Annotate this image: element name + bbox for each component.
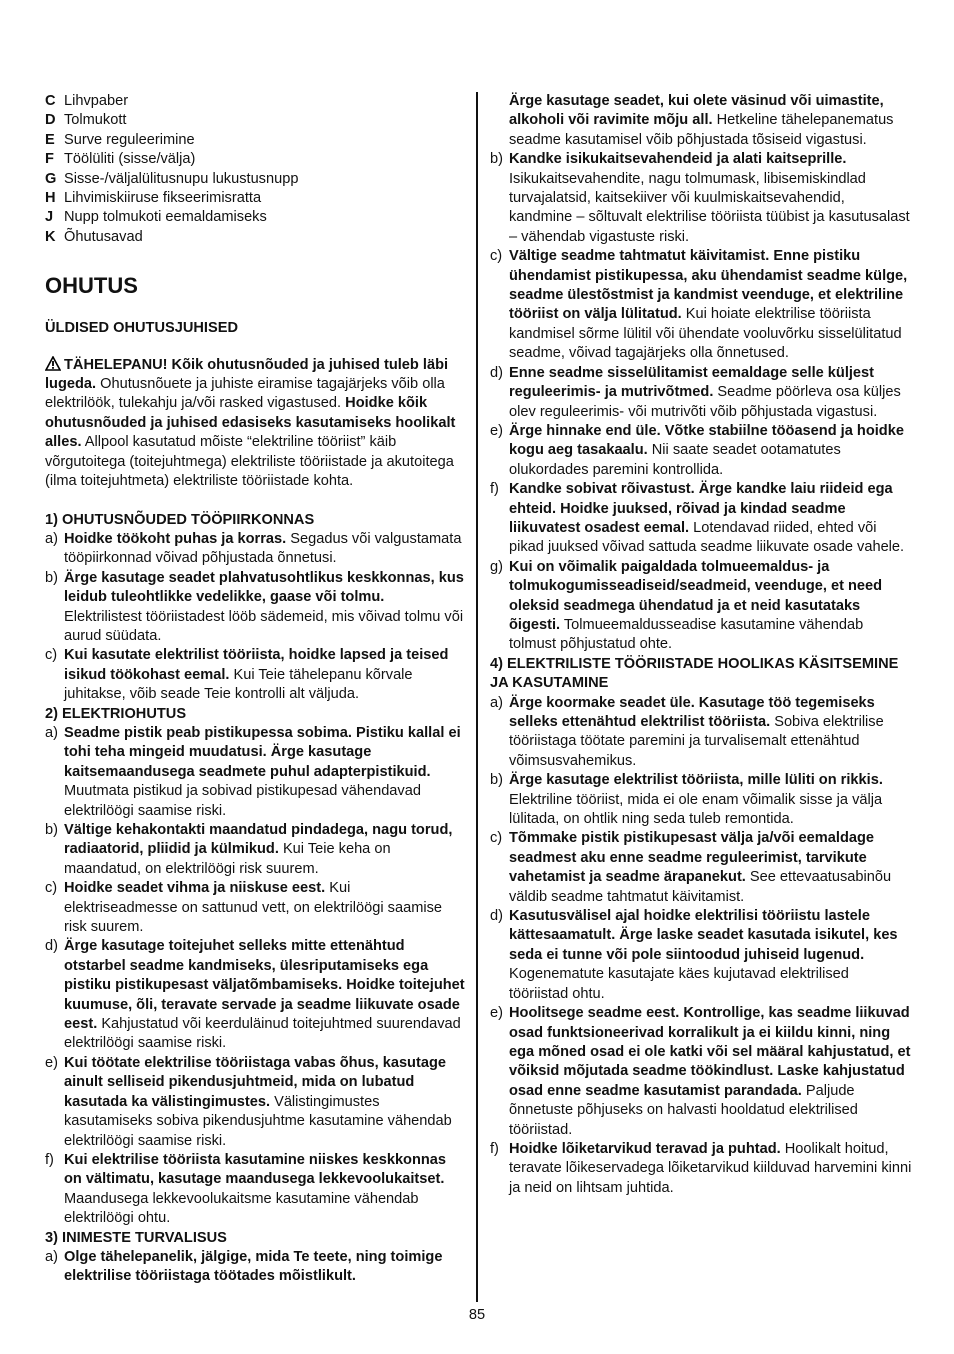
item-text: Välistingimustes kasutamiseks sobiva pikendusjuhtme kasutamine vähendab elektrilöögi saamise riski. [64,1093,452,1149]
item-bold: Ärge kasutage toitejuhet selleks mitte ettenähtud otstarbel seadme kandmiseks, ülesriputamiseks ega pistiku pistikupesast väljatõmbamiseks. Hoidke toitejuhet kuumuse, õli, teravate servade ja seadme liikuvate osade eest. [64,938,465,1033]
item-label: d) [490,364,503,381]
part-letter: K [45,228,56,245]
item-bold: Kasutusvälisel ajal hoidke elektrilisi tööriistu lastele kättesaamatult. Ärge laske seadet kasutada isikutel, kes seda ei tunne või pole siintoodud juhiseid lugenud. [509,908,898,963]
page-number: 85 [468,1307,486,1323]
list-item [45,189,465,208]
section-title: OHUTUS [45,273,138,299]
list-item [490,247,912,363]
item-label: a) [490,694,503,711]
item-bold: Hoidke seadet vihma ja niiskuse eest. [64,880,326,897]
part-text: Lihvpaber [64,93,129,109]
list-item [45,530,465,569]
item-label: e) [45,1054,58,1071]
item-text: Isikukaitsevahendite, nagu tolmumask, libisemiskindlad turvajalatsid, kaitsekiiver või kuulmiskaitsevahendid, kandmine – sõltuvalt elektrilise tööriista tüübist ja kasutusalast – vähendab vigastuste riski. [509,170,910,245]
item-bold: Vältige seadme tahtmatut käivitamist. Enne pistiku ühendamist pistikupessa, aku ühendamist seadme külge, seadme ülestõstmist ja kandmist veenduge, et elektriline tööriist on välja lülitatud. [509,248,908,323]
item-text: Maandusega lekkevoolukaitsme kasutamine vähendab elektrilöögi ohtu. [64,1190,419,1227]
item-text: Muutmata pistikud ja sobivad pistikupesad vähendavad elektrilöögi saamise riski. [64,783,421,819]
item-bold: Hoidke lõiketarvikud teravad ja puhtad. [509,1140,781,1157]
item-bold: Olge tähelepanelik, jälgige, mida Te teete, ning toimige elektrilise tööriistaga töötades mõistlikult. [64,1248,443,1285]
item-label: a) [45,1248,58,1265]
parts-list [45,92,465,247]
part-text: Tolmukott [64,112,127,129]
item-label: d) [45,938,58,955]
warning-triangle-icon [45,356,61,371]
list-item [490,558,912,655]
section-heading: 3) INIMESTE TURVALISUS [45,1229,227,1246]
item-bold: Vältige kehakontakti maandatud pindadega, nagu torud, radiaatorid, pliidid ja külmikud. [64,822,453,858]
list-item [45,1151,465,1229]
item-bold: Kui kasutate elektrilist tööriista, hoidke lapsed ja teised isikud töökohast eemal. [64,647,449,683]
part-letter: J [45,209,54,226]
item-label: b) [490,772,503,789]
item-bold: Enne seadme sisselülitamist eemaldage selle küljest reguleerimis- ja mutrivõtmed. [509,364,875,401]
list-item [490,907,912,1004]
list-item [490,1004,912,1140]
part-letter: E [45,131,55,148]
part-text: Töölüliti (sisse/välja) [64,151,196,168]
item-label: g) [490,558,503,575]
item-text: Kogenematute kasutajate käes kujutavad elektrilised tööriistad ohtu. [509,966,849,1002]
part-text: Sisse-/väljalülitusnupu lukustusnupp [64,170,299,187]
list-item [45,1248,465,1287]
list-item [490,150,912,247]
item-bold: Hoidke töökoht puhas ja korras. [64,530,287,547]
part-letter: H [45,190,56,207]
list-item [490,771,912,829]
item-bold: Hoolitsege seadme eest. Kontrollige, kas seadme liikuvad osad funktsioneerivad korralikult ja ei kiildu kinni, ning ega mõned osad ei ole katki või sel määral kahjustatud, et võiksid mõjutada seadme töökindlust. Laske kahjustatud osad enne seadme kasutamist parandada. [509,1005,911,1099]
list-item [490,829,912,907]
item-bold: Ärge kasutage seadet plahvatusohtlikus keskkonnas, kus leidub tuleohtlikke vedelikke, gaase või tolmu. [64,569,464,606]
section-heading: 4) ELEKTRILISTE TÖÖRIISTADE HOOLIKAS KÄSITSEMINE JA KASUTAMINE [490,655,899,692]
item-label: c) [45,880,58,897]
column-divider [476,92,478,1302]
list-item [45,228,465,247]
item-text: Seadme pöörleva osa küljes olev reguleerimis- või mutrivõti võib põhjustada vigastusi. [509,384,901,420]
item-text: Lotendavad riided, ehted või pikad juuksed võivad sattuda seadme liikuvate osade vahele. [509,519,905,556]
list-item [45,1054,465,1151]
list-item [490,480,912,558]
item-text: Kui elektriseadmesse on sattunud vett, on elektrilöögi saamise risk suurem. [64,880,443,936]
item-bold: Ärge hinnake end üle. Võtke stabiilne tööasend ja hoidke kogu aeg tasakaalu. [509,422,904,459]
item-bold: Kui on võimalik paigaldada tolmueemaldus- ja tolmukogumisseadiseid/seadmeid, veenduge, et need oleksid seadmega ühendatud ja et neid kasutataks õigesti. [509,558,883,633]
item-text: Paljude õnnetuste põhjuseks on halvasti hooldatud elektrilised tööriistad. [509,1082,858,1138]
list-item [45,150,465,169]
item-text: Elektriline tööriist, mida ei ole enam võimalik sisse ja välja lülitada, on ohtlik ning seda tuleb remontida. [509,791,883,828]
item-label: c) [490,248,503,265]
item-bold: Tõmmake pistik pistikupesast välja ja/või eemaldage seadmest aku enne seadme reguleerimist, tarvikute vahetamist ja seadme ärapanekut. [509,830,875,886]
item-label: f) [490,1140,499,1157]
general-heading: ÜLDISED OHUTUSJUHISED [45,320,238,337]
part-letter: D [45,112,56,129]
item-bold: Kandke isikukaitsevahendeid ja alati kaitseprille. [509,151,847,168]
item-text: See ettevaatusabinõu väldib seadme tahtmatut käivitamist. [509,869,892,905]
part-letter: G [45,170,57,187]
item-bold: Kui töötate elektrilise tööriistaga vabas õhus, kasutage ainult selliseid pikendusjuhtmeid, mida on lubatud kasutada ka välistingimustes. [64,1054,446,1110]
list-item [490,1140,912,1198]
item-label: a) [45,530,58,547]
item-bold: Seadme pistik peab pistikupessa sobima. Pistiku kallal ei tohi teha mingeid muudatusi. Ärge kasutage kaitsemaandusega seadmete puhul adapterpistikuid. [64,724,461,780]
warning-bold: TÄHELEPANU! Kõik ohutusnõuded ja juhised tuleb läbi lugeda. [45,356,449,393]
list-item [45,569,465,647]
section-heading: 1) OHUTUSNÕUDED TÖÖPIIRKONNAS [45,511,315,528]
item-label: d) [490,908,503,925]
item-label: f) [490,481,499,498]
left-column [45,92,465,1287]
warning-paragraph [45,356,465,492]
list-item [45,92,465,111]
item-label: e) [490,1005,503,1022]
item-text: Kui hoiate elektrilise tööriista kandmisel sõrme lülitil või ühendate vooluvõrku sisselülitatud seadme, võivad tagajärjeks olla õnnetused. [509,306,902,362]
item-label: c) [45,647,58,664]
item-bold: Kandke sobivat rõivastust. Ärge kandke laiu riideid ega ehteid. Hoidke juuksed, rõivad ja kindad seadme liikuvatest osadest eemal. [509,481,893,536]
list-item [45,111,465,130]
item-text: Nii saate seadet ootamatutes olukordades paremini kontrollida. [509,442,841,478]
list-item [45,170,465,189]
item-label: e) [490,422,503,439]
list-item [45,646,465,704]
list-item [490,364,912,422]
item-continuation [490,92,912,150]
part-text: Lihvimiskiiruse fikseerimisratta [64,190,262,207]
item-text: Kui Teie keha on maandatud, on elektrilöögi risk suurem. [64,841,391,877]
item-bold: Ärge kasutage seadet, kui olete väsinud või uimastite, alkoholi või ravimite mõju all. [509,93,884,129]
warning-bold: Hoidke kõik ohutusnõuded ja juhised edasiseks kasutamiseks hoolikalt alles. [45,395,456,451]
list-item [45,208,465,227]
item-text: Sobiva elektrilise tööriistaga töötate paremini ja turvalisemalt ettenähtud võimsusvahemikus. [509,714,884,769]
item-label: a) [45,724,58,741]
item-label: b) [45,822,58,838]
section-heading: 2) ELEKTRIOHUTUS [45,705,187,722]
item-label: c) [490,830,503,847]
item-text: Hoolikalt hoitud, teravate lõikeservadega lõiketarvikud kiilduvad harvemini kinni ja neid on lihtsam juhtida. [509,1140,912,1196]
right-column [490,92,912,1198]
item-text: Tolmueemaldusseadise kasutamine vähendab tolmust põhjustatud ohte. [509,616,864,653]
item-text: Kahjustatud või keerduläinud toitejuhtmed suurendavad elektrilöögi saamise riski. [64,1016,461,1052]
list-item [45,821,465,879]
item-bold: Kui elektrilise tööriista kasutamine niiskes keskkonnas on vältimatu, kasutage maandusega lekkevoolukaitset. [64,1151,447,1188]
part-text: Õhutusavad [64,228,143,245]
part-text: Nupp tolmukoti eemaldamiseks [64,209,267,226]
list-item [490,422,912,480]
warning-text: Allpool kasutatud mõiste “elektriline tööriist” käib võrgutoitega (toitejuhtmega) elektriliste tööriistade ja akutoitega (ilma toitejuhtmeta) elektriliste tööriistade kohta. [45,434,454,490]
list-item [45,724,465,821]
item-label: b) [490,151,503,168]
part-letter: F [45,151,54,168]
list-item [45,131,465,150]
item-text: Kui Teie tähelepanu kõrvale juhitakse, võib seade Teie kontrolli alt väljuda. [64,666,413,703]
part-text: Surve reguleerimine [64,131,195,148]
item-text: Hetkeline tähelepanematus seadme kasutamisel võib põhjustada tõsiseid vigastusi. [509,112,894,148]
list-item [45,879,465,937]
item-text: Segadus või valgustamata tööpiirkonnad võivad põhjustada õnnetusi. [64,530,462,567]
warning-text: Ohutusnõuete ja juhiste eiramise tagajärjeks võib olla elektrilöök, tulekahju ja/või rasked vigastused. [45,376,445,412]
item-bold: Ärge koormake seadet üle. Kasutage töö tegemiseks selleks ettenähtud elektrilist tööriista. [509,694,875,730]
list-item [45,937,465,1053]
item-text: Elektrilistest tööriistadest lööb sädemeid, mis võivad tolmu või aurud süüdata. [64,608,464,644]
item-bold: Ärge kasutage elektrilist tööriista, mille lüliti on rikkis. [509,772,883,789]
list-item [490,694,912,772]
part-letter: C [45,93,56,109]
item-label: f) [45,1151,54,1168]
item-label: b) [45,569,58,586]
